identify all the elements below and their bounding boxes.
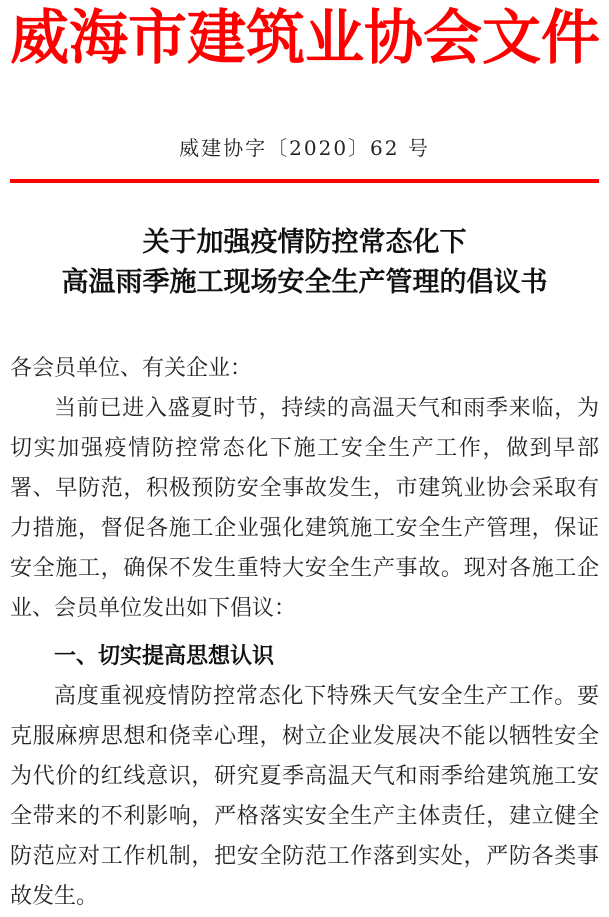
paragraph-1: 当前已进入盛夏时节，持续的高温天气和雨季来临，为切实加强疫情防控常态化下施工安全生产工作，做到早部署、早防范，积极预防安全事故发生，市建筑业协会采取有力措施，督促各施工企业强化建筑施工安全生产管理，保证安全施工，确保不发生重特大安全生产事故。现对各施工企业、会员单位发出如下倡议：	[10, 396, 599, 621]
document-page	[0, 3, 609, 909]
red-divider	[10, 179, 599, 183]
doc-number: 威建协字〔2020〕62 号	[179, 136, 430, 160]
document-title-line2: 高温雨季施工现场安全生产管理的倡议书	[61, 267, 548, 298]
document-title-line1: 关于加强疫情防控常态化下	[142, 227, 467, 258]
salutation: 各会员单位、有关企业：	[10, 356, 253, 381]
paragraph-2: 高度重视疫情防控常态化下特殊天气安全生产工作。要克服麻痹思想和侥幸心理，树立企业发展决不能以牺牲安全为代价的红线意识，研究夏季高温天气和雨季给建筑施工安全带来的不利影响，严格落实安全生产主体责任，建立健全防范应对工作机制，把安全防范工作落到实处，严防各类事故发生。	[10, 684, 599, 909]
letterhead-title: 威海市建筑业协会文件	[10, 3, 601, 72]
document-body	[10, 349, 599, 917]
document-title	[10, 223, 599, 303]
section-heading-1: 一、切实提高思想认识	[54, 644, 275, 669]
